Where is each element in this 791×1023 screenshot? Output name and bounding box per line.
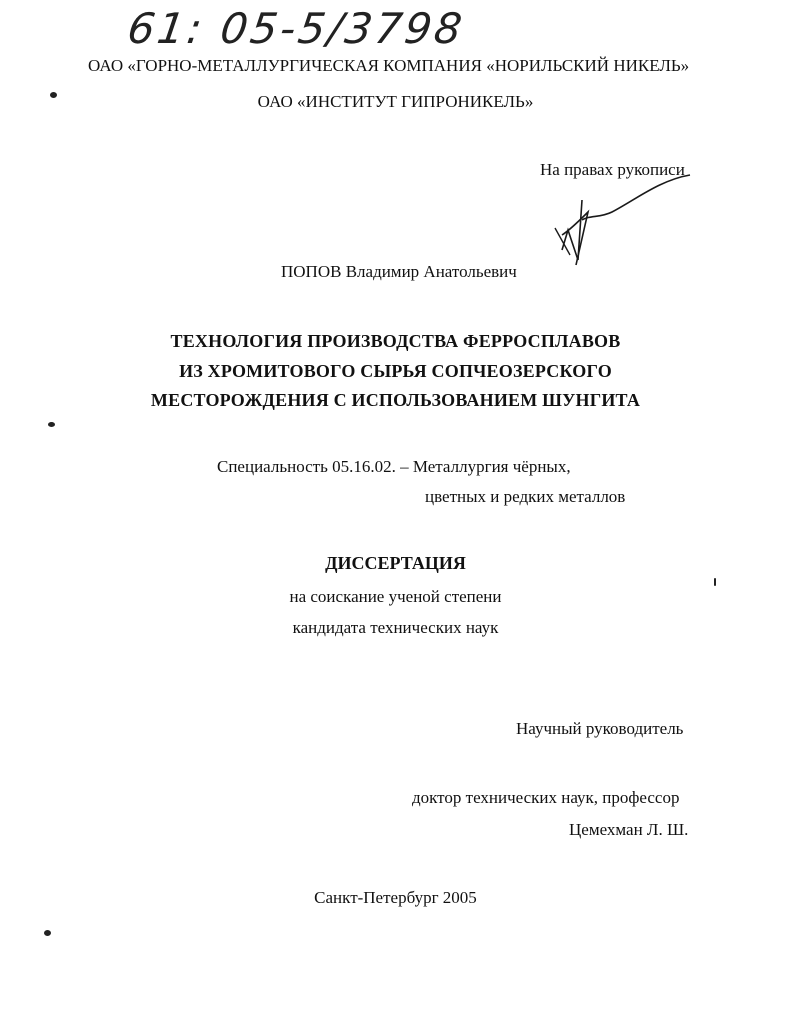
scan-mark	[714, 578, 716, 586]
scan-mark	[50, 92, 57, 98]
scan-mark	[48, 422, 55, 427]
supervisor-label: Научный руководитель	[516, 719, 684, 738]
scan-mark	[44, 930, 51, 936]
specialty-line-1: Специальность 05.16.02. – Металлургия чёрных,	[217, 457, 571, 476]
city-year: Санкт-Петербург 2005	[314, 888, 477, 907]
degree-line-2: кандидата технических наук	[292, 618, 499, 637]
manuscript-rights-note: На правах рукописи	[540, 160, 685, 179]
title-line-3: МЕСТОРОЖДЕНИЯ С ИСПОЛЬЗОВАНИЕМ ШУНГИТА	[150, 390, 641, 410]
author-name: ПОПОВ Владимир Анатольевич	[281, 262, 517, 281]
specialty-line-2: цветных и редких металлов	[425, 487, 626, 506]
handwritten-catalog-number: 61: 05-5/3798	[124, 4, 468, 53]
organization-line-2: ОАО «ИНСТИТУТ ГИПРОНИКЕЛЬ»	[257, 92, 534, 111]
document-type: ДИССЕРТАЦИЯ	[325, 553, 466, 573]
supervisor-name: Цемехман Л. Ш.	[569, 820, 689, 839]
organization-line-1: ОАО «ГОРНО-МЕТАЛЛУРГИЧЕСКАЯ КОМПАНИЯ «НОРИЛЬСКИЙ НИКЕЛЬ»	[88, 56, 690, 75]
supervisor-title: доктор технических наук, профессор	[412, 788, 680, 807]
signature-icon	[540, 160, 670, 270]
degree-line-1: на соискание ученой степени	[289, 587, 502, 606]
title-line-2: ИЗ ХРОМИТОВОГО СЫРЬЯ СОПЧЕОЗЕРСКОГО	[179, 361, 612, 381]
title-line-1: ТЕХНОЛОГИЯ ПРОИЗВОДСТВА ФЕРРОСПЛАВОВ	[170, 331, 621, 351]
